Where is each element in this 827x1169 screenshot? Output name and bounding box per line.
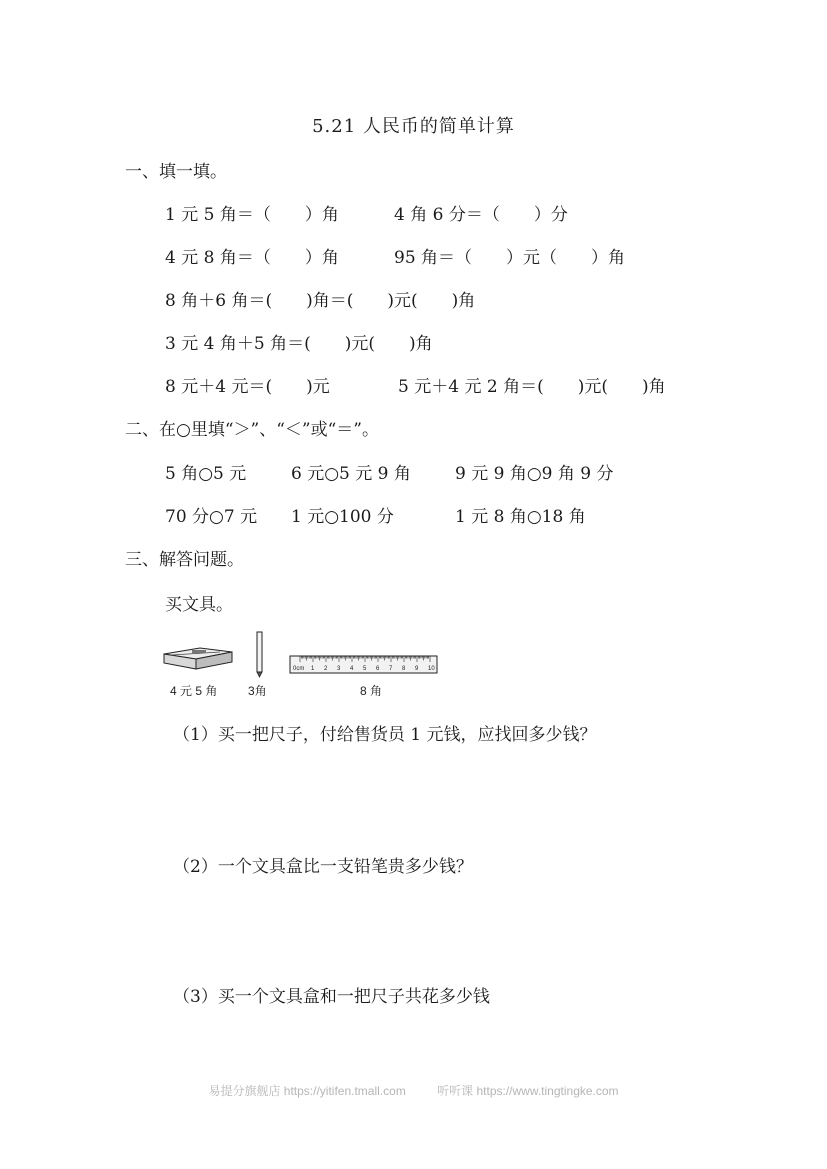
question-3: （3）买一个文具盒和一把尺子共花多少钱 [173, 987, 490, 1007]
fill-item: 8 元＋4 元＝( )元 [165, 377, 330, 397]
pencil-price: 3角 [248, 684, 267, 698]
ruler-number: 3 [337, 666, 341, 672]
compare-item: 1 元○100 分 [291, 507, 394, 527]
ruler-price: 8 角 [360, 684, 383, 698]
ruler-number: 7 [389, 666, 393, 672]
fill-item: 95 角＝（ ）元（ ）角 [394, 248, 626, 268]
ruler-number: 10 [428, 666, 435, 672]
ruler-number: 2 [324, 666, 328, 672]
ruler-image [290, 656, 437, 673]
ruler-number: 8 [402, 666, 406, 672]
fill-item: 5 元＋4 元 2 角＝( )元( )角 [398, 377, 666, 397]
section1-heading: 一、填一填。 [125, 162, 227, 182]
pencil-box-price: 4 元 5 角 [170, 684, 218, 698]
fill-item: 4 元 8 角＝（ ）角 [165, 248, 339, 268]
stationery-illustration [160, 626, 450, 706]
footer-right-link[interactable]: 听听课 https://www.tingtingke.com [437, 1084, 619, 1098]
fill-item: 3 元 4 角＋5 角＝( )元( )角 [165, 334, 433, 354]
page-title: 5.21 人民币的简单计算 [312, 116, 515, 137]
compare-item: 9 元 9 角○9 角 9 分 [455, 464, 614, 484]
ruler-number: 4 [350, 666, 354, 672]
compare-item: 70 分○7 元 [165, 507, 258, 527]
ruler-number: 6 [376, 666, 380, 672]
ruler-number: 1 [311, 666, 315, 672]
question-2: （2）一个文具盒比一支铅笔贵多少钱？ [173, 857, 473, 877]
fill-item: 1 元 5 角＝（ ）角 [165, 205, 339, 225]
fill-item: 8 角＋6 角＝( )角＝( )元( )角 [165, 291, 476, 311]
fill-item: 4 角 6 分＝（ ）分 [394, 205, 568, 225]
compare-item: 1 元 8 角○18 角 [455, 507, 586, 527]
compare-item: 5 角○5 元 [165, 464, 247, 484]
section2-heading: 二、在○里填“＞”、“＜”或“＝”。 [125, 420, 379, 440]
pencil-box-image [164, 648, 232, 669]
pencil-image [257, 632, 262, 677]
intro-text: 买文具。 [165, 595, 233, 615]
footer [0, 1082, 827, 1099]
question-1: （1）买一把尺子，付给售货员 1 元钱，应找回多少钱？ [173, 725, 597, 745]
ruler-number: 5 [363, 666, 367, 672]
ruler-number: 9 [415, 666, 419, 672]
footer-left-link[interactable]: 易提分旗舰店 https://yitifen.tmall.com [208, 1084, 406, 1098]
ruler-unit-label: 0cm [293, 666, 305, 672]
compare-item: 6 元○5 元 9 角 [291, 464, 411, 484]
section3-heading: 三、解答问题。 [125, 550, 244, 570]
